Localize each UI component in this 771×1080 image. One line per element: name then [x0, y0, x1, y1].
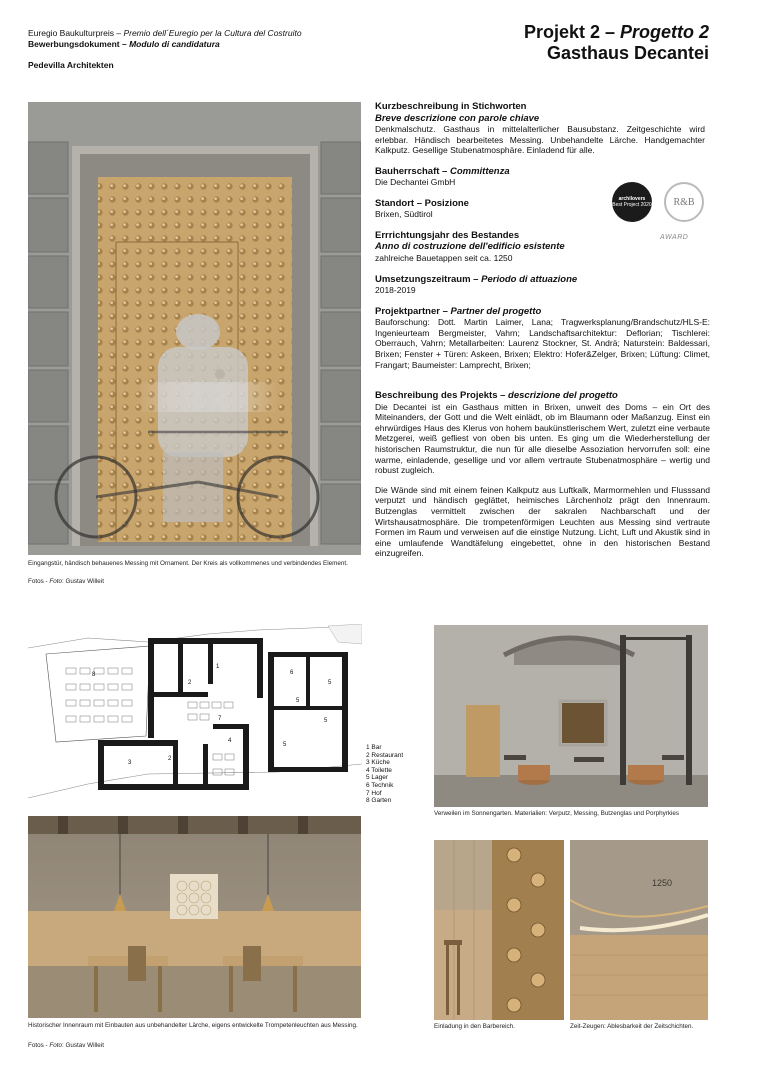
room-number: 5 [328, 680, 332, 686]
info-column [375, 101, 710, 566]
room-number: 2 [188, 680, 192, 686]
partners-block [375, 306, 710, 370]
year-title-it: Anno di costruzione dell'edificio esistente [375, 241, 565, 253]
garden-caption: Verweilen im Sonnengarten. Materialien: Verputz, Messing, Butzenglas und Porphyrkies [434, 810, 680, 817]
room-number: 8 [92, 672, 96, 678]
room-number: 4 [228, 738, 232, 744]
interior-caption: Historischer Innenraum mit Einbauten aus unbehandelter Lärche, eigens entwickelte Trompetenleuchten aus Messing. [28, 1022, 358, 1029]
year-text: zahlreiche Bauetappen seit ca. 1250 [375, 252, 513, 263]
description-paragraph-1: Die Decantei ist ein Gasthaus mitten in Brixen, unweit des Doms – ein Ort des Miteinanders, der Gott und die Welt einlädt, ob im Blaumann oder Maßanzug. Einst ein ehrwürdiges Haus des Klerus von hohem baukünstlerischem Wert, zuletzt eine verbaute Metzgerei, weiß gefliest von oben bis unten. Es ging um die Wiederherstellung der historischen Raumstruktur, die nun für alle dieselbe Assoziation hervorrufen soll: eine warme, einladende, gesellige und vor allem vertraute Stubenatmosphäre – wertig und robust zugleich. [375, 401, 710, 476]
header-left [28, 28, 302, 71]
floor-plan [28, 624, 362, 800]
legend-item: 4 Toilette [366, 766, 392, 774]
year-title: Errrichtungsjahr des Bestandes [375, 229, 520, 241]
client-title: Bauherrschaft – Committenza [375, 165, 510, 177]
legend-item: 6 Technik [366, 781, 394, 789]
room-number: 6 [290, 670, 294, 676]
room-number: 2 [168, 756, 172, 762]
room-number: 5 [324, 718, 328, 724]
room-number: 5 [283, 742, 287, 748]
client-block [375, 166, 710, 188]
short-text: Denkmalschutz. Gasthaus in mittelalterlicher Bausubstanz. Zeitgeschichte wird erlebbar. Händisch bearbeitetes Messing. Unbehandelte Lärche. Handgemachter Kalkputz. Gesellige Stubenatmosphäre. Einladend für alle. [375, 124, 705, 156]
photo-credit-1: Fotos - Foto: Gustav Willeit [28, 578, 104, 585]
detail-photo [570, 840, 708, 1020]
plan-legend [366, 744, 403, 805]
short-title-it: Breve descrizione con parole chiave [375, 112, 540, 124]
archilovers-badge-icon: archilovers Best Project 2020 [612, 182, 652, 222]
door-photo [28, 102, 361, 555]
garden-photo [434, 625, 708, 807]
rb-badge-icon: R&B [664, 182, 704, 222]
bar-photo [434, 840, 564, 1020]
short-title: Kurzbeschreibung in Stichworten [375, 101, 527, 112]
period-title: Umsetzungszeitraum – Periodo di attuazione [375, 273, 578, 285]
legend-item: 1 Bar [366, 744, 382, 751]
partners-title: Projektpartner – Partner del progetto [375, 305, 542, 317]
door-caption: Eingangstür, händisch behauenes Messing mit Ornament. Der Kreis als vollkommenes und verbindendes Element. [28, 560, 348, 567]
location-title: Standort – Posizione [375, 197, 469, 209]
location-text: Brixen, Südtirol [375, 209, 433, 220]
interior-photo [28, 816, 361, 1018]
legend-item: 8 Garten [366, 797, 392, 805]
client-text: Die Dechantei GmbH [375, 177, 456, 188]
description-block [375, 390, 710, 559]
year-plate-text: 1250 [652, 878, 673, 888]
room-number: 3 [128, 760, 132, 766]
award-logo-icon: AWARD [660, 234, 689, 241]
prize-line: Euregio Baukulturpreis – Premio dell´Euregio per la Cultura del Costruito [28, 28, 302, 38]
partners-text: Bauforschung: Dott. Martin Laimer, Lana; Tragwerksplanung/Brandschutz/HLS-E: Ingenieurteam Bergmeister, Vahrn; Landschaftsarchitektur: Deflorian; Tischlerei: Oberrauch, Vahrn; Metallarbeiten: Laurenz Stockner, St. Andrä; Naturstein: Baldessari, Brixen; Fenster + Türen: Askeen, Brixen; Elektro: Hofer&Zelger, Brixen; Lüftung: Climet, Frangart; Baumeister: Lamprecht, Brixen; [375, 317, 710, 370]
zeit-caption: Zeit-Zeugen: Ablesbarkeit der Zeitschichten. [570, 1023, 694, 1030]
period-block [375, 274, 710, 296]
description-title: Beschreibung des Projekts – descrizione del progetto [375, 390, 618, 402]
document-line: Bewerbungsdokument – Modulo di candidatura [28, 39, 220, 49]
legend-item: 5 Lager [366, 774, 389, 782]
project-name: Gasthaus Decantei [546, 43, 709, 63]
legend-item: 7 Hof [366, 789, 382, 797]
period-text: 2018-2019 [375, 285, 416, 296]
architect-name: Pedevilla Architekten [28, 60, 114, 70]
photo-credit-2: Fotos - Foto: Gustav Willeit [28, 1042, 104, 1049]
description-paragraph-2: Die Wände sind mit einem feinen Kalkputz aus Luftkalk, Marmormehlen und Flusssand verputzt und händisch geglättet, heimisches Lärchenholz prägt den Innenraum. Butzenglas vermittelt zwischen der sakralen Nachbarschaft und der Wirtshausatmosphäre. Die trompetenförmigen Leuchten aus Messing sind vertraute Formen im Raum und verweisen auf die einstige Nutzung. Licht, Luft und Akustik sind in eine umlaufende Wandtäfelung eingebettet, ohne in den historischen Bestand einzugreifen. [375, 484, 710, 559]
short-description [375, 101, 710, 156]
room-number: 5 [296, 698, 300, 704]
project-title: Projekt 2 – Progetto 2 Gasthaus Decantei [523, 22, 709, 63]
room-number: 1 [216, 664, 220, 670]
location-block [375, 198, 710, 220]
room-number: 7 [218, 716, 222, 722]
legend-item: 2 Restaurant [366, 751, 404, 759]
bar-caption: Einladung in den Barbereich. [434, 1023, 515, 1030]
legend-item: 3 Küche [366, 759, 390, 767]
